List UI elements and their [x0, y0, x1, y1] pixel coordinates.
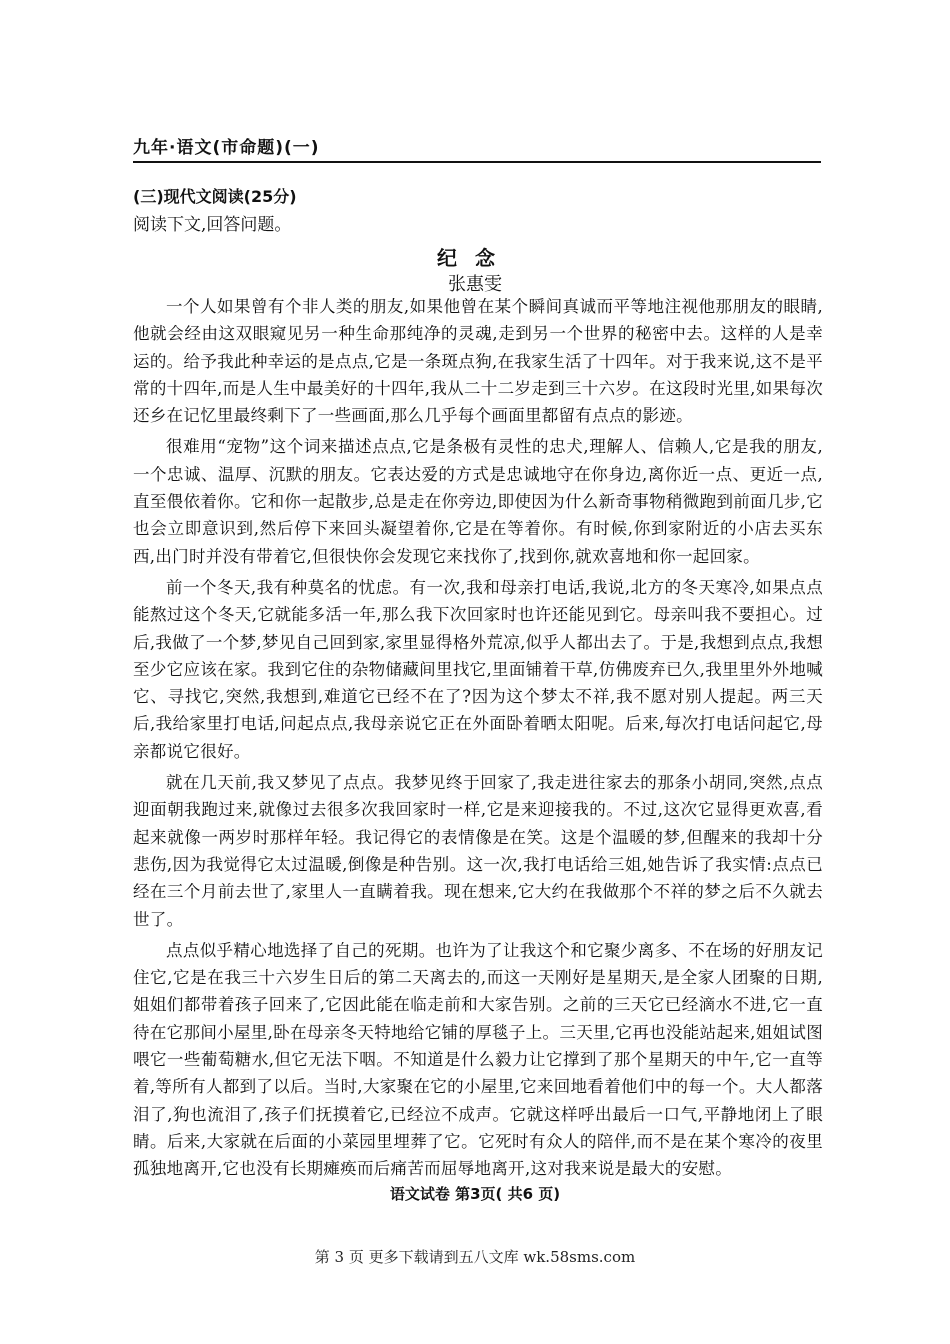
article-body: [133, 293, 823, 1187]
article-author: 张惠雯: [448, 274, 502, 295]
paragraph-1: 一个人如果曾有个非人类的朋友,如果他曾在某个瞬间真诚而平等地注视他那朋友的眼睛,他就会经由这双眼窥见另一种生命那纯净的灵魂,走到另一个世界的秘密中去。这样的人是幸运的。给予我此种幸运的是点点,它是一条斑点狗,在我家生活了十四年。对于我来说,这不是平常的十四年,而是人生中最美好的十四年,我从二十二岁走到三十六岁。在这段时光里,如果每次还乡在记忆里最终剩下了一些画面,那么几乎每个画面里都留有点点的影迹。: [133, 297, 823, 426]
paragraph-2: 很难用“宠物”这个词来描述点点,它是条极有灵性的忠犬,理解人、信赖人,它是我的朋友,一个忠诚、温厚、沉默的朋友。它表达爱的方式是忠诚地守在你身边,离你近一点、更近一点,直至偎依着你。它和你一起散步,总是走在你旁边,即使因为什么新奇事物稍微跑到前面几步,它也会立即意识到,然后停下来回头凝望着你,它是在等着你。有时候,你到家附近的小店去买东西,出门时并没有带着它,但很快你会发现它来找你了,找到你,就欢喜地和你一起回家。: [133, 437, 823, 566]
page-footer: 语文试卷 第3页( 共6 页): [389, 1185, 561, 1203]
paragraph-3: 前一个冬天,我有种莫名的忧虑。有一次,我和母亲打电话,我说,北方的冬天寒冷,如果点点能熬过这个冬天,它就能多活一年,那么我下次回家时也许还能见到它。母亲叫我不要担心。过后,我做了一个梦,梦见自己回到家,家里显得格外荒凉,似乎人都出去了。于是,我想到点点,我想至少它应该在家。我到它住的杂物储藏间里找它,里面铺着干草,仿佛废弃已久,我里里外外地喊它、寻找它,突然,我想到,难道它已经不在了?因为这个梦太不祥,我不愿对别人提起。两三天后,我给家里打电话,问起点点,我母亲说它正在外面卧着晒太阳呢。后来,每次打电话问起它,母亲都说它很好。: [133, 577, 823, 761]
page-header: 九年·语文(市命题)(一): [133, 138, 320, 158]
paragraph-4: 就在几天前,我又梦见了点点。我梦见终于回家了,我走进往家去的那条小胡同,突然,点点迎面朝我跑过来,就像过去很多次我回家时一样,它是来迎接我的。不过,这次它显得更欢喜,看起来就像一两岁时那样年轻。我记得它的表情像是在笑。这是个温暖的梦,但醒来的我却十分悲伤,因为我觉得它太过温暖,倒像是种告别。这一次,我打电话给三姐,她告诉了我实情:点点已经在三个月前去世了,家里人一直瞒着我。现在想来,它大约在我做那个不祥的梦之后不久就去世了。: [133, 773, 823, 929]
article-title: 纪念: [437, 246, 513, 270]
header-divider: [133, 161, 821, 163]
download-note: 第 3 页 更多下载请到五八文库 wk.58sms.com: [314, 1248, 636, 1266]
paragraph-5: 点点似乎精心地选择了自己的死期。也许为了让我这个和它聚少离多、不在场的好朋友记住它,它是在我三十六岁生日后的第二天离去的,而这一天刚好是星期天,是全家人团聚的日期,姐姐们都带着孩子回来了,它因此能在临走前和大家告别。之前的三天它已经滴水不进,它一直待在它那间小屋里,卧在母亲冬天特地给它铺的厚毯子上。三天里,它再也没能站起来,姐姐试图喂它一些葡萄糖水,但它无法下咽。不知道是什么毅力让它撑到了那个星期天的中午,它一直等着,等所有人都到了以后。当时,大家聚在它的小屋里,它来回地看着他们中的每一个。大人都落泪了,狗也流泪了,孩子们抚摸着它,已经泣不成声。它就这样呼出最后一口气,平静地闭上了眼睛。后来,大家就在后面的小菜园里埋葬了它。它死时有众人的陪伴,而不是在某个寒冷的夜里孤独地离开,它也没有长期瘫痪而后痛苦而屈辱地离开,这对我来说是最大的安慰。: [133, 940, 823, 1179]
section-title: (三)现代文阅读(25分): [133, 187, 297, 206]
section-instruction: 阅读下文,回答问题。: [133, 215, 292, 235]
